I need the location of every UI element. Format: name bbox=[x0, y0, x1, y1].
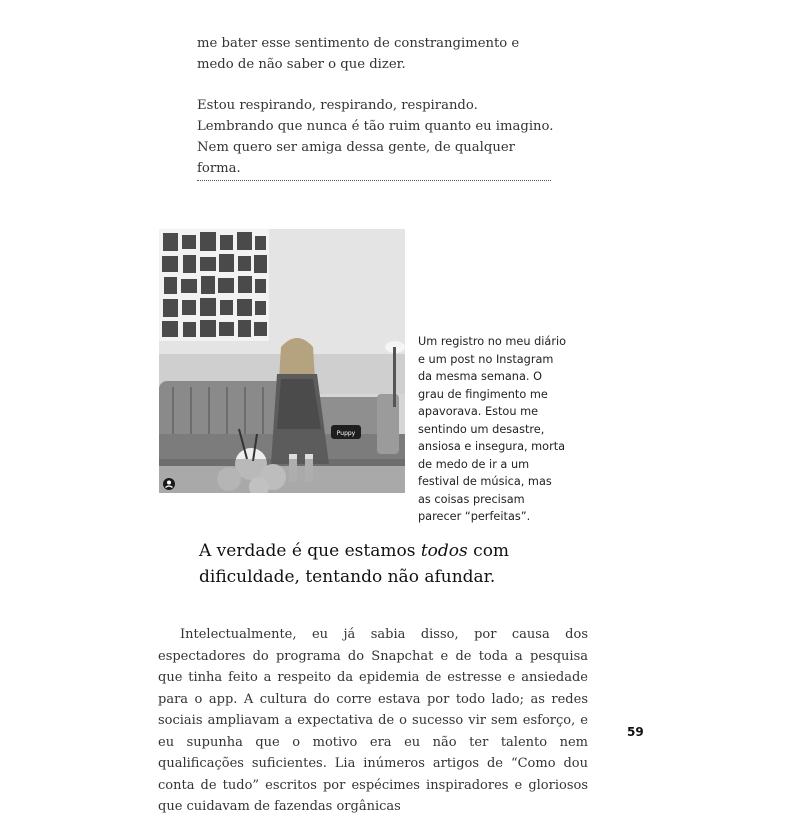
photo-caption: Um registro no meu diário e um post no Instagram da mesma semana. O grau de fingimento me apavorava. Estou me sentindo um desastre, ansiosa e insegura, morta de medo de ir a um festival de música, mas as coisas precisam parecer “perfeitas”. bbox=[418, 335, 567, 523]
photo-wall-collage bbox=[159, 229, 269, 341]
body-text-block bbox=[158, 624, 588, 818]
photo-illustration bbox=[159, 229, 405, 493]
pull-quote bbox=[199, 538, 579, 590]
user-tag-icon bbox=[163, 478, 175, 490]
instagram-photo bbox=[159, 229, 405, 493]
paragraph-breathing: Estou respirando, respirando, respirando. Lembrando que nunca é tão ruim quanto eu imagino. Nem quero ser amiga dessa gente, de qualquer forma. bbox=[197, 98, 554, 176]
pull-quote-emphasis: todos bbox=[420, 541, 468, 561]
dotted-divider bbox=[197, 180, 551, 181]
pillow bbox=[331, 425, 361, 439]
top-text-block bbox=[197, 33, 557, 199]
pillow-text: Puppy bbox=[336, 430, 356, 437]
paragraph-continuation: me bater esse sentimento de constrangimento e medo de não saber o que dizer. bbox=[197, 36, 520, 72]
pull-quote-start: A verdade é que estamos bbox=[199, 541, 421, 561]
pull-quote-end: com dificuldade, tentando não afundar. bbox=[199, 541, 510, 587]
body-paragraph: Intelectualmente, eu já sabia disso, por causa dos espectadores do programa do Snapchat e de toda a pesquisa que tinha feito a respeito da epidemia de estresse e ansiedade para o app. A cultura do corre estava por todo lado; as redes sociais ampliavam a expectativa de o sucesso vir sem esforço, e eu supunha que o motivo era eu não ter talento nem qualificações suficientes. Lia inúmeros artigos de “Como dou conta de tudo” escritos por espécimes inspiradores e gloriosos que cuidavam de fazendas orgânicas bbox=[158, 627, 588, 814]
page-number: 59 bbox=[627, 725, 644, 739]
